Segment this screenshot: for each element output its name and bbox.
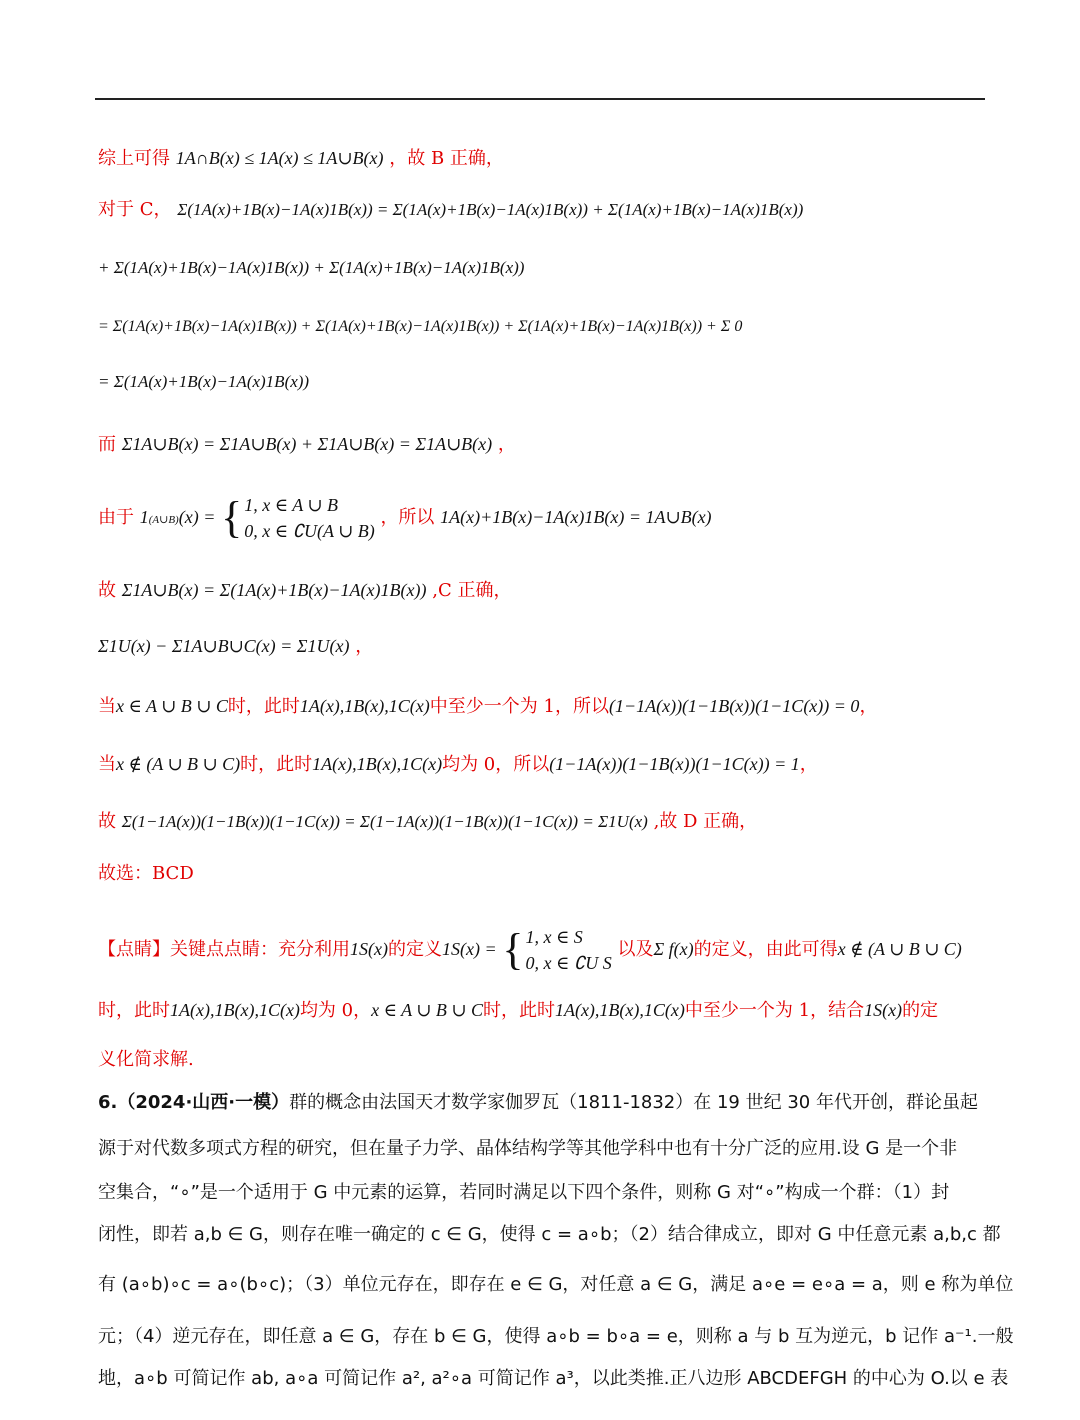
solution-line-b	[98, 146, 504, 171]
text: 而	[98, 434, 116, 455]
formula: Σ(1−1A(x))(1−1B(x))(1−1C(x)) = Σ(1−1A(x))(1−1B(x))(1−1C(x)) = Σ1U(x)	[121, 812, 648, 831]
dianjing-line-3: 义化简求解.	[98, 1049, 194, 1070]
solution-line-c4	[98, 370, 309, 394]
text: 的定义，由此可得	[693, 939, 838, 960]
text: 关键点点睛：充分利用	[170, 939, 350, 960]
text: 的定义	[387, 939, 442, 960]
text: 时，此时	[482, 1000, 555, 1021]
question-line-1	[98, 1090, 988, 1116]
question-line-4: 闭性，即若 a,b ∈ G，则存在唯一确定的 c ∈ G，使得 c = a∘b；（2）结合律成立，即对 G 中任意元素 a,b,c 都	[98, 1224, 1001, 1245]
case-2: 0, x ∈ ∁U(A ∪ B)	[244, 521, 375, 541]
formula: (1−1A(x))(1−1B(x))(1−1C(x)) = 1	[549, 754, 800, 774]
formula: Σ(1A(x)+1B(x)−1A(x)1B(x)) = Σ(1A(x)+1B(x)−1A(x)1B(x)) + Σ(1A(x)+1B(x)−1A(x)1B(x))	[177, 200, 804, 219]
formula: Σ1A∪B(x) = Σ(1A(x)+1B(x)−1A(x)1B(x))	[121, 580, 427, 600]
solution-line-dang1	[98, 694, 877, 719]
text: 时，此时	[240, 754, 313, 775]
formula: (1−1A(x))(1−1B(x))(1−1C(x)) = 0	[608, 696, 860, 716]
case-definition	[221, 492, 375, 544]
text: ,C 正确，	[432, 580, 512, 601]
formula: x ∈ A ∪ B ∪ C	[116, 696, 228, 716]
formula: Σ1A∪B(x) = Σ1A∪B(x) + Σ1A∪B(x) = Σ1A∪B(x)	[121, 434, 493, 454]
formula: x ∉ (A ∪ B ∪ C)	[837, 939, 962, 959]
text: ，所以	[380, 507, 435, 528]
formula: x ∈ A ∪ B ∪ C	[371, 1000, 483, 1020]
text: ，	[355, 636, 374, 657]
text: 群的概念由法国天才数学家伽罗瓦（1811-1832）在 19 世纪 30 年代开创，群论虽起	[289, 1092, 978, 1113]
formula: x ∉ (A ∪ B ∪ C)	[116, 754, 241, 774]
brace: {	[502, 925, 524, 974]
text: 故	[98, 580, 116, 601]
question-line-6: 元；（4）逆元存在，即任意 a ∈ G，存在 b ∈ G，使得 a∘b = b∘a = e，则称 a 与 b 互为逆元，b 记作 a⁻¹.一般	[98, 1326, 1014, 1347]
question-line-5: 有 (a∘b)∘c = a∘(b∘c)；（3）单位元存在，即存在 e ∈ G，对任意 a ∈ G，满足 a∘e = e∘a = a，则 e 称为单位	[98, 1274, 1014, 1295]
text: ,故 D 正确，	[653, 811, 758, 832]
formula: Σ f(x)	[653, 939, 694, 959]
solution-line-gu2	[98, 810, 757, 834]
text: 以及	[617, 939, 654, 960]
case-1: 1, x ∈ S	[525, 927, 583, 947]
question-line-2: 源于对代数多项式方程的研究，但在量子力学、晶体结构学等其他学科中也有十分广泛的应用.设 G 是一个非	[98, 1138, 958, 1159]
formula: 1A(x),1B(x),1C(x)	[299, 696, 430, 716]
text: 时，此时	[227, 696, 300, 717]
formula: = Σ(1A(x)+1B(x)−1A(x)1B(x))	[98, 372, 310, 391]
solution-line-er	[98, 432, 516, 457]
dianjing-line-2	[98, 998, 938, 1023]
text: 故	[98, 811, 116, 832]
text: 由于	[98, 507, 134, 528]
question-number: 6.（2024·山西·一模）	[98, 1092, 290, 1113]
answer-line: 故选：BCD	[98, 863, 194, 884]
case-definition	[502, 924, 611, 976]
solution-line-d	[98, 634, 373, 659]
formula: Σ1U(x) − Σ1A∪B∪C(x) = Σ1U(x)	[98, 636, 350, 656]
text: 当	[98, 696, 116, 717]
solution-line-gu	[98, 578, 511, 603]
solution-line-dang2	[98, 752, 818, 777]
formula: 1S(x) =	[441, 939, 497, 959]
text: 中至少一个为 1，所以	[429, 696, 609, 717]
case-2: 0, x ∈ ∁U S	[525, 953, 612, 973]
formula: 1S(x)	[864, 1000, 903, 1020]
text: 对于 C，	[98, 199, 172, 220]
formula: = Σ(1A(x)+1B(x)−1A(x)1B(x)) + Σ(1A(x)+1B(x)−1A(x)1B(x)) + Σ(1A(x)+1B(x)−1A(x)1B(x)) + Σ 0	[98, 318, 743, 335]
formula: 1A(x),1B(x),1C(x)	[554, 1000, 685, 1020]
question-line-7: 地，a∘b 可简记作 ab, a∘a 可简记作 a², a²∘a 可简记作 a³，以此类推.正八边形 ABCDEFGH 的中心为 O.以 e 表	[98, 1368, 1009, 1389]
text: 的定	[902, 1000, 939, 1021]
formula: + Σ(1A(x)+1B(x)−1A(x)1B(x)) + Σ(1A(x)+1B(x)−1A(x)1B(x))	[98, 258, 525, 277]
solution-line-c1	[98, 198, 803, 222]
solution-line-c2	[98, 256, 524, 280]
formula: 1S(x)	[350, 939, 388, 959]
text: ，故 B 正确，	[389, 148, 504, 169]
text: 均为 0，所以	[442, 754, 550, 775]
dianjing-tag: 【点睛】	[98, 939, 170, 960]
header-rule	[95, 98, 985, 100]
solution-line-youyu	[98, 492, 712, 544]
dianjing-line-1	[98, 924, 962, 976]
text: 中至少一个为 1，结合	[684, 1000, 865, 1021]
text: 时，此时	[98, 1000, 170, 1021]
text: ，	[859, 696, 878, 717]
formula: 1A∩B(x) ≤ 1A(x) ≤ 1A∪B(x)	[175, 148, 384, 168]
brace: {	[221, 493, 243, 542]
formula: 1A(x),1B(x),1C(x)	[312, 754, 443, 774]
text: 综上可得	[98, 148, 170, 169]
text: ，	[497, 434, 516, 455]
text: ，	[799, 754, 818, 775]
case-1: 1, x ∈ A ∪ B	[244, 495, 338, 515]
question-line-3: 空集合，“∘”是一个适用于 G 中元素的运算，若同时满足以下四个条件，则称 G 对“∘”构成一个群：（1）封	[98, 1182, 950, 1203]
text: 当	[98, 754, 116, 775]
formula: 1A(x)+1B(x)−1A(x)1B(x) = 1A∪B(x)	[440, 507, 712, 527]
formula: 1A(x),1B(x),1C(x)	[170, 1000, 300, 1020]
solution-line-c3	[98, 314, 742, 339]
text: 均为 0，	[299, 1000, 372, 1021]
formula: 1(A∪B)(x) =	[139, 507, 216, 527]
